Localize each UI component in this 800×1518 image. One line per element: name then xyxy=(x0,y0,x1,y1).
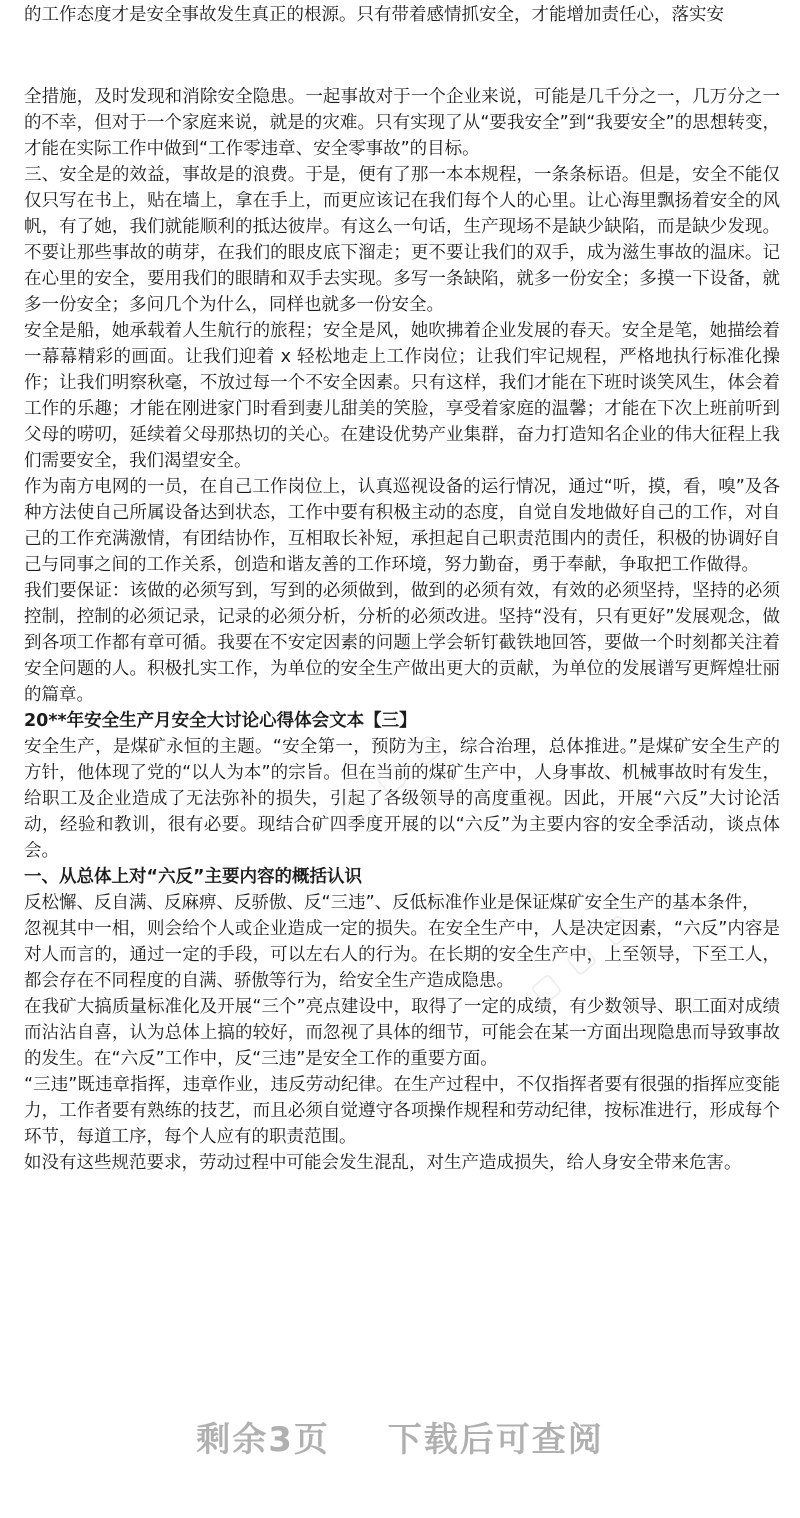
paragraph: 安全是船，她承载着人生航行的旅程；安全是风，她吹拂着企业发展的春天。安全是笔，她描绘着一幕幕精彩的画面。让我们迎着 x 轻松地走上工作岗位；让我们牢记规程，严格地执行标准化操作；让我们明察秋毫，不放过每一个不安全因素。只有这样，我们才能在下班时谈笑风生，体会着工作的乐趣；才能在刚进家门时看到妻儿甜美的笑脸，享受着家庭的温馨；才能在下次上班前听到父母的唠叨，延续着父母那热切的关心。在建设优势产业集群，奋力打造知名企业的伟大征程上我们需要安全，我们渴望安全。 xyxy=(24,321,780,471)
section-heading: 20**年安全生产月安全大讨论心得体会文本【三】 xyxy=(24,711,417,731)
paragraph: 的工作态度才是安全事故发生真正的根源。只有带着感情抓安全，才能增加责任心，落实安 xyxy=(24,5,724,25)
watermark: ▢ ▢ ▢ xyxy=(523,904,641,1011)
subsection-heading: 一、从总体上对“六反”主要内容的概括认识 xyxy=(24,867,363,887)
paragraph: 作为南方电网的一员，在自己工作岗位上，认真巡视设备的运行情况，通过“听，摸，看，嗅”及各种方法使自己所属设备达到状态，工作中要有积极主动的态度，自觉自发地做好自己的工作，对自己的工作充满激情，有团结协作，互相取长补短，承担起自己职责范围内的责任，积极的协调好自己与同事之间的工作关系，创造和谐友善的工作环境，努力勤奋，勇于奉献，争取把工作做得。 xyxy=(24,477,780,575)
paragraph: 安全生产，是煤矿永恒的主题。“安全第一，预防为主，综合治理，总体推进。”是煤矿安全生产的方针，他体现了党的“以人为本”的宗旨。但在当前的煤矿生产中，人身事故、机械事故时有发生，给职工及企业造成了无法弥补的损失，引起了各级领导的高度重视。因此，开展“六反”大讨论活动，经验和教训，很有必要。现结合矿四季度开展的以“六反”为主要内容的安全季活动，谈点体会。 xyxy=(24,737,780,861)
top-segment xyxy=(24,2,780,28)
watermark: ▢ ▢ ▢ xyxy=(333,724,451,831)
paragraph: 全措施，及时发现和消除安全隐患。一起事故对于一个企业来说，可能是几千分之一，几万分之一的不幸，但对于一个家庭来说，就是的灾难。只有实现了从“要我安全”到“我要安全”的思想转变，才能在实际工作中做到“工作零违章、安全零事故”的目标。 xyxy=(24,87,780,159)
main-segment xyxy=(24,84,780,1176)
paragraph: “三违”既违章指挥，违章作业，违反劳动纪律。在生产过程中，不仅指挥者要有很强的指挥应变能力，工作者要有熟练的技艺，而且必须自觉遵守各项操作规程和劳动纪律，按标准进行，形成每个环节，每道工序，每个人应有的职责范围。 xyxy=(24,1075,780,1147)
paragraph: 反松懈、反自满、反麻痹、反骄傲、反“三违”、反低标准作业是保证煤矿安全生产的基本条件， xyxy=(24,893,760,913)
remaining-pages-label: 剩余3页 xyxy=(196,1420,330,1460)
paragraph: 我们要保证：该做的必须写到，写到的必须做到，做到的必须有效，有效的必须坚持，坚持的必须控制，控制的必须记录，记录的必须分析，分析的必须改进。坚持“没有，只有更好”发展观念，做到各项工作都有章可循。我要在不安定因素的问题上学会斩钉截铁地回答，要做一个时刻都关注着安全问题的人。积极扎实工作，为单位的安全生产做出更大的贡献，为单位的发展谱写更辉煌壮丽的篇章。 xyxy=(24,581,780,705)
paragraph: 在我矿大搞质量标准化及开展“三个”亮点建设中，取得了一定的成绩，有少数领导、职工面对成绩而沾沾自喜，认为总体上搞的较好，而忽视了具体的细节，可能会在某一方面出现隐患而导致事故的发生。在“六反”工作中，反“三违”是安全工作的重要方面。 xyxy=(24,997,780,1069)
paragraph: 如没有这些规范要求，劳动过程中可能会发生混乱，对生产造成损失，给人身安全带来危害。 xyxy=(24,1153,742,1173)
paragraph: 忽视其中一相，则会给个人或企业造成一定的损失。在安全生产中，人是决定因素，“六反”内容是对人而言的，通过一定的手段，可以左右人的行为。在长期的安全生产中，上至领导，下至工人，都会存在不同程度的自满、骄傲等行为，给安全生产造成隐患。 xyxy=(24,919,780,991)
paragraph: 三、安全是的效益，事故是的浪费。于是，便有了那一本本规程，一条条标语。但是，安全不能仅仅只写在书上，贴在墙上，拿在手上，而更应该记在我们每个人的心里。让心海里飘扬着安全的风帆，有了她，我们就能顺利的抵达彼岸。有这么一句话，生产现场不是缺少缺陷，而是缺少发现。不要让那些事故的萌芽，在我们的眼皮底下溜走；更不要让我们的双手，成为滋生事故的温床。记在心里的安全，要用我们的眼睛和双手去实现。多写一条缺陷，就多一份安全；多摸一下设备，就多一份安全；多问几个为什么，同样也就多一份安全。 xyxy=(24,165,780,315)
download-to-view-label: 下载后可查阅 xyxy=(387,1420,604,1460)
download-prompt[interactable] xyxy=(0,1412,800,1461)
